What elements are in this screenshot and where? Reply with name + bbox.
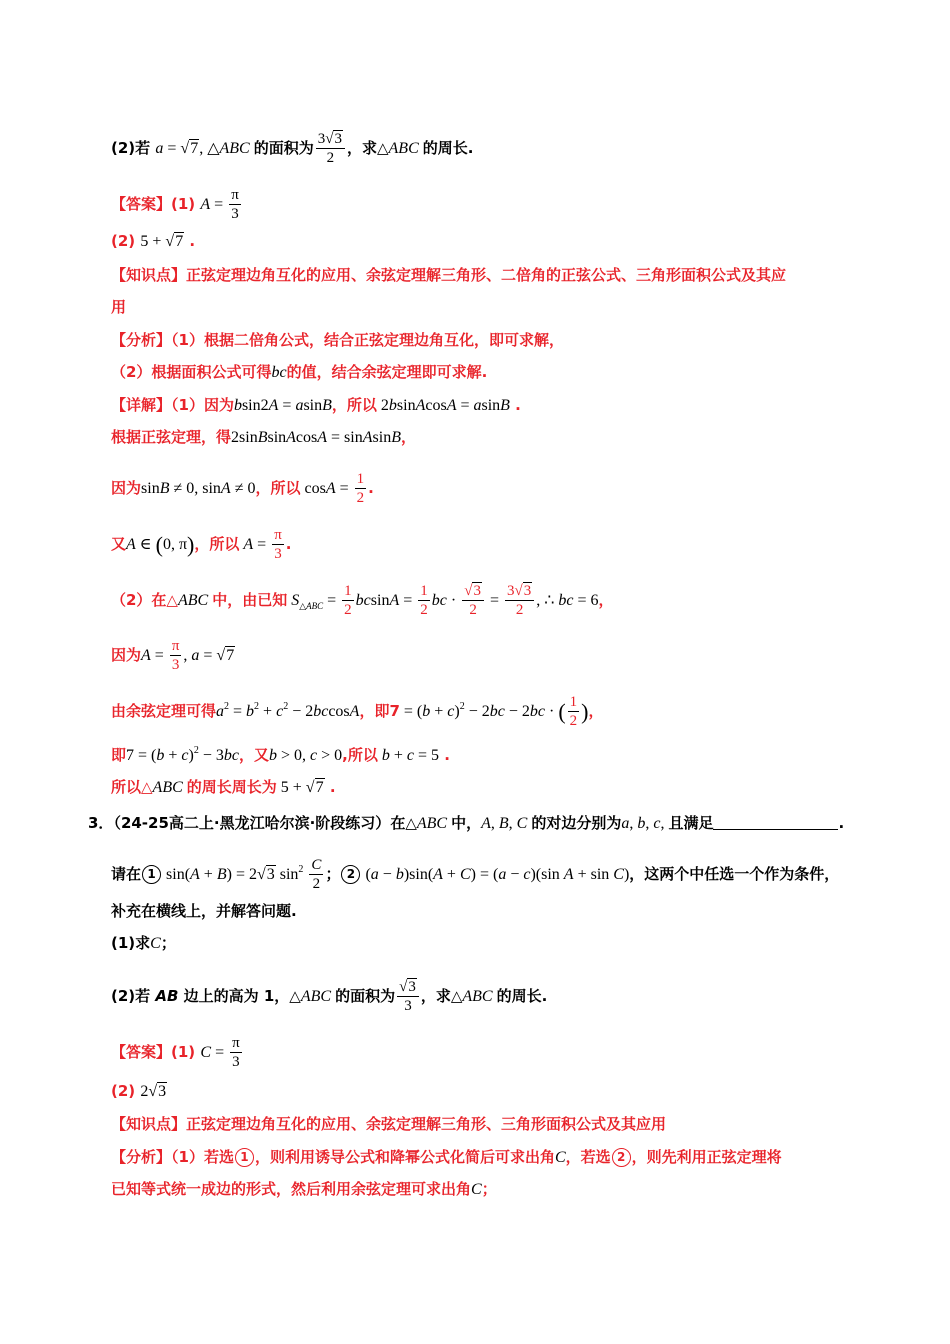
text: ，所以 <box>194 535 240 553</box>
question-3-line-3 <box>111 900 871 922</box>
answer-1: 【答案】(1) A = $\frac{\pi}{3}$ <box>111 187 239 222</box>
fraction: $\frac{\pi}{3}$ <box>274 527 282 562</box>
label: (1) <box>171 1043 201 1061</box>
fraction: $\frac{1}{2}$ <box>420 583 428 618</box>
text: 的周长周长为 <box>186 778 277 796</box>
text: （1）因为 <box>171 396 234 414</box>
text: 在△ <box>390 814 417 832</box>
text: ，所以 <box>255 479 301 497</box>
text: ，这两个中任选一个作为条件， <box>629 865 840 883</box>
label: (1) <box>171 195 201 213</box>
text: ,所以 <box>342 746 378 764</box>
answer-tag: 【答案】 <box>111 195 172 213</box>
detail-8: 即$7 = (b + c)^2 - 3bc$，又b > 0, c > 0,所以 b + c = 5 . <box>111 745 450 764</box>
fraction: $\frac{1}{2}$ <box>569 694 578 729</box>
text: 因为 <box>111 646 142 664</box>
text: 的对边分别为 <box>531 814 622 832</box>
answer-3: 【答案】(1) C = $\frac{\pi}{3}$ <box>111 1035 240 1070</box>
text: 因为 <box>111 479 142 497</box>
fraction: $\frac{1}{2}$ <box>356 471 365 506</box>
text: 由余弦定理可得 <box>111 702 217 720</box>
text: 用 <box>111 298 127 316</box>
analysis-2: （2）根据面积公式可得bc的值，结合余弦定理即可求解. <box>111 363 488 381</box>
kp-tag: 【知识点】 <box>111 1115 187 1133</box>
text: ，求△ <box>420 987 463 1005</box>
text: ，则利用诱导公式和降幂公式化简后可求出角 <box>254 1148 555 1166</box>
knowledge-point-cont <box>111 296 871 318</box>
detail-tag: 【详解】 <box>111 396 172 414</box>
circle-number-2: 2 <box>612 1148 631 1167</box>
fraction: $\frac{1}{2}$ <box>344 583 352 618</box>
text: 且满足 <box>668 814 714 832</box>
detail-1: 【详解】（1）因为bsin2A = asinB，所以 2bsinAcosA = asinB . <box>111 396 521 414</box>
detail-5: （2）在△ABC 中，由已知 $S_{\triangle ABC}$ = $\frac{1}{2}$ bcsinA = $\frac{1}{2}$ bc · $\frac{√3}{2}$ = $\frac{3√3}{2}$ , ∴ bc = 6， <box>111 583 614 618</box>
text: 正弦定理边角互化的应用、余弦定理解三角形、三角形面积公式及其应用 <box>186 1115 667 1133</box>
text: 的面积为 <box>253 139 314 157</box>
answer-2: (2) 5 + √7 . <box>111 232 196 250</box>
text: 的面积为 <box>335 987 396 1005</box>
fraction: $\frac{C}{2}$ <box>311 857 322 892</box>
analysis-3: 【分析】（1）若选 1 ，则利用诱导公式和降幂公式化简后可求出角C，若选 2 ，则先利用正弦定理将 <box>111 1148 782 1166</box>
text: 的周长. <box>496 987 548 1005</box>
text: AB <box>155 987 179 1005</box>
detail-3: 因为sinB ≠ 0, sinA ≠ 0，所以 cosA = $\frac{1}{2}$ . <box>111 471 374 506</box>
analysis-1 <box>111 329 871 351</box>
text: ，即7 <box>359 702 400 720</box>
question-3-part-2: (2)若 AB 边上的高为 1，△ABC 的面积为 $\frac{√3}{3}$ ，求△ABC 的周长. <box>111 979 548 1014</box>
text: （2）根据面积公式可得 <box>111 363 272 381</box>
detail-9: 所以△ABC 的周长周长为 5 + √7 . <box>111 778 336 796</box>
detail-7: 由余弦定理可得$a^2 = b^2 + c^2 - 2bccosA$，即$7 = (b + c)^2 - 2bc - 2bc$ · ( $\frac{1}{2}$ )， <box>111 694 604 729</box>
fraction: $\frac{\pi}{3}$ <box>231 187 239 222</box>
text: 中，由已知 <box>212 591 288 609</box>
text: 正弦定理边角互化的应用、余弦定理解三角形、二倍角的正弦公式、三角形面积公式及其应 <box>186 266 787 284</box>
text: （1）根据二倍角公式，结合正弦定理边角互化，即可求解， <box>171 331 564 349</box>
text: ，又 <box>238 746 269 764</box>
analysis-tag: 【分析】 <box>111 1148 172 1166</box>
text: 补充在横线上，并解答问题. <box>111 902 297 920</box>
text: 根据正弦定理，得 <box>111 428 232 446</box>
label: (2) <box>111 232 141 250</box>
fraction: $\frac{√3}{3}$ <box>397 978 419 1015</box>
text: （2）在△ <box>111 591 178 609</box>
question-part-2: (2)若 a = √7, △ABC 的面积为 $\frac{3√3}{2}$ ，求△ABC 的周长. <box>111 131 474 166</box>
detail-4: 又A ∈ (0, π)，所以 A = $\frac{\pi}{3}$ . <box>111 527 292 562</box>
question-3-line-1: 3．（24-25高二上·黑龙江哈尔滨·阶段练习）在△ABC 中，A, B, C 的对边分别为a, b, c, 且满足 . <box>88 814 845 832</box>
text: 中， <box>451 814 482 832</box>
text: 所以△ <box>111 778 153 796</box>
text: ，则先利用正弦定理将 <box>631 1148 782 1166</box>
kp-tag: 【知识点】 <box>111 266 187 284</box>
part-label: (2)若 <box>111 139 156 157</box>
question-number: 3． <box>88 814 114 832</box>
knowledge-point-2 <box>111 1113 871 1135</box>
fraction: $\frac{3√3}{2}$ <box>316 130 345 167</box>
analysis-tag: 【分析】 <box>111 331 172 349</box>
text: ，若选 <box>565 1148 611 1166</box>
text: (1)求 <box>111 934 151 952</box>
text: 即 <box>111 746 127 764</box>
knowledge-point <box>111 264 871 286</box>
question-3-line-2: 请在 1 sin(A + B) = 2√3 $\sin^2$ $\frac{C}{2}$ ； 2 (a − b)sin(A + C) = (a − c)(sin A + sin C)，这两个中任选一个作为条件， <box>111 857 840 892</box>
text: 的值，结合余弦定理即可求解. <box>286 363 488 381</box>
text: ，求△ <box>346 139 389 157</box>
detail-2: 根据正弦定理，得2sinBsinAcosA = sinAsinB， <box>111 428 416 446</box>
fraction: $\frac{\pi}{3}$ <box>171 638 180 673</box>
circle-number-1: 1 <box>235 1148 254 1167</box>
text: 边上的高为 1，△ <box>178 987 301 1005</box>
text: ，所以 <box>331 396 377 414</box>
text: 的周长. <box>422 139 474 157</box>
fraction: $\frac{√3}{2}$ <box>462 582 484 619</box>
label: (2) <box>111 1082 141 1100</box>
text: 又 <box>111 535 127 553</box>
question-source: （24-25高二上·黑龙江哈尔滨·阶段练习） <box>113 814 391 832</box>
answer-blank <box>713 815 838 830</box>
answer-tag: 【答案】 <box>111 1043 172 1061</box>
fraction: $\frac{\pi}{3}$ <box>232 1035 240 1070</box>
fraction: $\frac{3√3}{2}$ <box>505 582 534 619</box>
text: (2)若 <box>111 987 156 1005</box>
text: （1）若选 <box>171 1148 234 1166</box>
question-3-part-1: (1)求C； <box>111 934 176 952</box>
detail-6: 因为A = $\frac{\pi}{3}$ , a = √7 <box>111 638 235 673</box>
answer-4: (2) 2√3 <box>111 1082 167 1100</box>
circle-number-1: 1 <box>142 865 161 884</box>
circle-number-2: 2 <box>341 865 360 884</box>
text: 已知等式统一成边的形式，然后利用余弦定理可求出角 <box>111 1180 472 1198</box>
text: 请在 <box>111 865 142 883</box>
analysis-3-cont: 已知等式统一成边的形式，然后利用余弦定理可求出角C； <box>111 1180 497 1198</box>
